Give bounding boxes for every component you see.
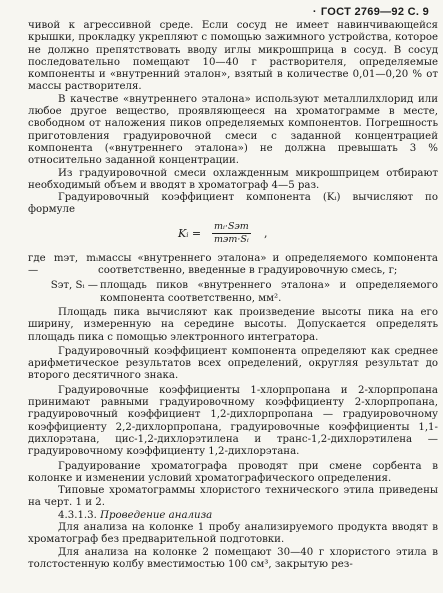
section-number: 4.3.1.3. [58, 509, 97, 521]
definition-item [28, 253, 438, 278]
paragraph: Градуировочный коэффициент компонента определяют как среднее арифметическое результатов всех определений, округляя результат до второго десятичного знака. [28, 345, 438, 382]
formula-tail: , [264, 226, 268, 240]
paragraph: Для анализа на колонке 1 пробу анализируемого продукта вводят в хроматограф без предварительной подготовки. [28, 521, 438, 546]
definition-text: площадь пиков «внутреннего эталона» и определяемого компонента соответственно, мм². [100, 280, 438, 304]
paragraph: Площадь пика вычисляют как произведение высоты пика на его ширину, измеренную на середине высоты. Допускается определять площадь пика с помощью электронного интегратора. [28, 306, 438, 343]
header-title: ГОСТ 2769—92 С. 9 [320, 6, 429, 18]
formula-numerator: mᵢ·Sэт [214, 220, 249, 232]
definition-text: массы «внутреннего эталона» и определяемого компонента соответственно, введенные в градуировочную смесь, г; [98, 252, 438, 277]
definition-item [28, 280, 438, 305]
definition-label: где mэт, mᵢ — [28, 252, 98, 277]
paragraph: Градуировочные коэффициенты 1-хлорпропана и 2-хлорпропана принимают равными градуировочному коэффициенту 2-хлорпропана, градуировочный коэффициент 1,2-дихлорпропана — градуировочному коэффициенту 2,2-дихлорпропана, градуировочные коэффициенты 1,1-дихлорэтана, цис-1,2-дихлорэтилена и транс-1,2-дихлорэтилена — градуировочному коэффициенту 1,2-дихлорэтана. [28, 384, 438, 458]
formula-lhs: Kᵢ = [178, 226, 202, 240]
section-heading [28, 510, 438, 522]
body-text [28, 20, 438, 571]
paragraph: Градуирование хроматографа проводят при смене сорбента в колонке и изменении условий хроматографического определения. [28, 460, 438, 484]
formula-denominator: mэт·Sᵢ [214, 233, 249, 245]
formula [28, 219, 438, 251]
page-header [313, 6, 429, 18]
definition-label: Sэт, Sᵢ — [50, 280, 98, 292]
paragraph: Из градуировочной смеси охлажденным микрошприцем отбирают необходимый объем и вводят в хроматограф 4—5 раз. [28, 167, 438, 191]
definitions [28, 253, 438, 305]
paragraph: Типовые хроматограммы хлористого технического этила приведены на черт. 1 и 2. [28, 485, 438, 509]
section-title: Проведение анализа [100, 509, 213, 521]
paragraph: В качестве «внутреннего эталона» используют металлилхлорид или любое другое вещество, проявляющееся на хроматограмме в месте, свободном от наложения пиков определяемых компонентов. Погрешность приготовления градуировочной смеси с заданной концентрацией компонента («внутреннего эталона») не должна превышать 3 % относительно заданной концентрации. [28, 93, 438, 167]
formula-fraction [212, 221, 251, 246]
paragraph: Градуировочный коэффициент компонента (Kᵢ) вычисляют по формуле [28, 192, 438, 216]
header-dot: · [312, 6, 317, 18]
paragraph: Для анализа на колонке 2 помещают 30—40 г хлористого этила в толстостенную колбу вместимостью 100 см³, закрытую рез- [28, 546, 438, 570]
paragraph: чивой к агрессивной среде. Если сосуд не имеет навинчивающейся крышки, прокладку укрепляют с помощью зажимного устройства, которое не должно препятствовать вводу иглы микрошприца в сосуд. В сосуд последовательно помещают 10—40 г растворителя, определяемые компоненты и «внутренний эталон», взятый в количестве 0,01—0,20 % от массы растворителя. [28, 20, 438, 93]
